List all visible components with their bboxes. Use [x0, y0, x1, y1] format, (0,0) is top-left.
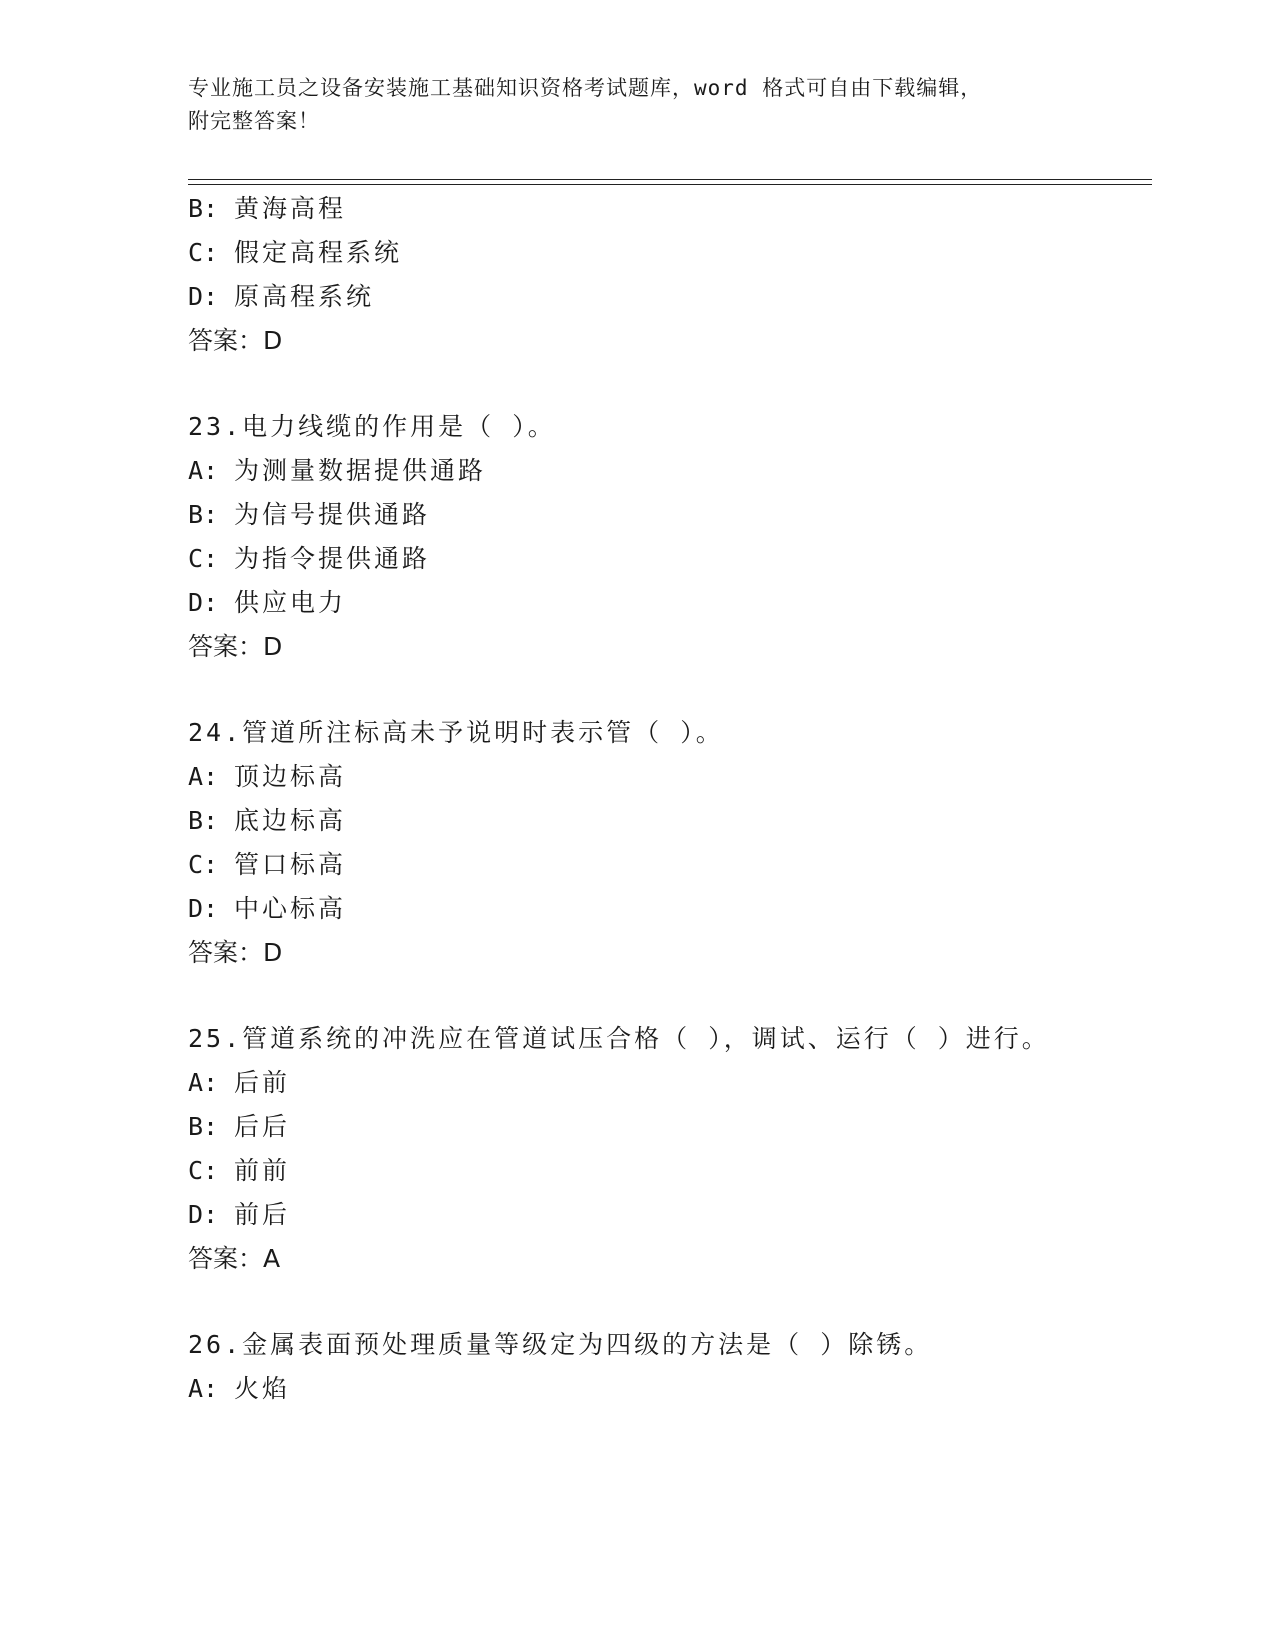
- q23-answer: 答案：D: [188, 632, 283, 661]
- document-header: [188, 72, 1068, 138]
- q24-answer: 答案：D: [188, 938, 283, 967]
- q23-question: 23.电力线缆的作用是（ ）。: [188, 412, 556, 441]
- q22-option-c: C: 假定高程系统: [188, 238, 403, 267]
- q24-option-a: A: 顶边标高: [188, 762, 347, 791]
- q23-option-c: C: 为指令提供通路: [188, 544, 431, 573]
- q25-option-a: A: 后前: [188, 1068, 291, 1097]
- q25-question: 25.管道系统的冲洗应在管道试压合格（ ），调试、运行（ ）进行。: [188, 1024, 1050, 1053]
- header-divider-top: [188, 179, 1152, 180]
- header-line-2: 附完整答案！: [188, 109, 320, 133]
- q24-option-d: D: 中心标高: [188, 894, 347, 923]
- q24-option-b: B: 底边标高: [188, 806, 347, 835]
- q25-answer: 答案：A: [188, 1244, 281, 1273]
- q24-question: 24.管道所注标高未予说明时表示管（ ）。: [188, 718, 724, 747]
- q22-option-d: D: 原高程系统: [188, 282, 375, 311]
- q26-option-a: A: 火焰: [188, 1374, 291, 1403]
- q26-question: 26.金属表面预处理质量等级定为四级的方法是（ ）除锈。: [188, 1330, 933, 1359]
- q25-option-c: C: 前前: [188, 1156, 291, 1185]
- q22-option-b: B: 黄海高程: [188, 194, 347, 223]
- q23-option-d: D: 供应电力: [188, 588, 347, 617]
- header-line-1: 专业施工员之设备安装施工基础知识资格考试题库，word 格式可自由下载编辑，: [188, 76, 983, 100]
- q25-option-d: D: 前后: [188, 1200, 291, 1229]
- q24-option-c: C: 管口标高: [188, 850, 347, 879]
- q23-option-a: A: 为测量数据提供通路: [188, 456, 487, 485]
- q22-answer: 答案：D: [188, 326, 283, 355]
- q25-option-b: B: 后后: [188, 1112, 291, 1141]
- header-divider-bottom: [188, 184, 1152, 185]
- q23-option-b: B: 为信号提供通路: [188, 500, 431, 529]
